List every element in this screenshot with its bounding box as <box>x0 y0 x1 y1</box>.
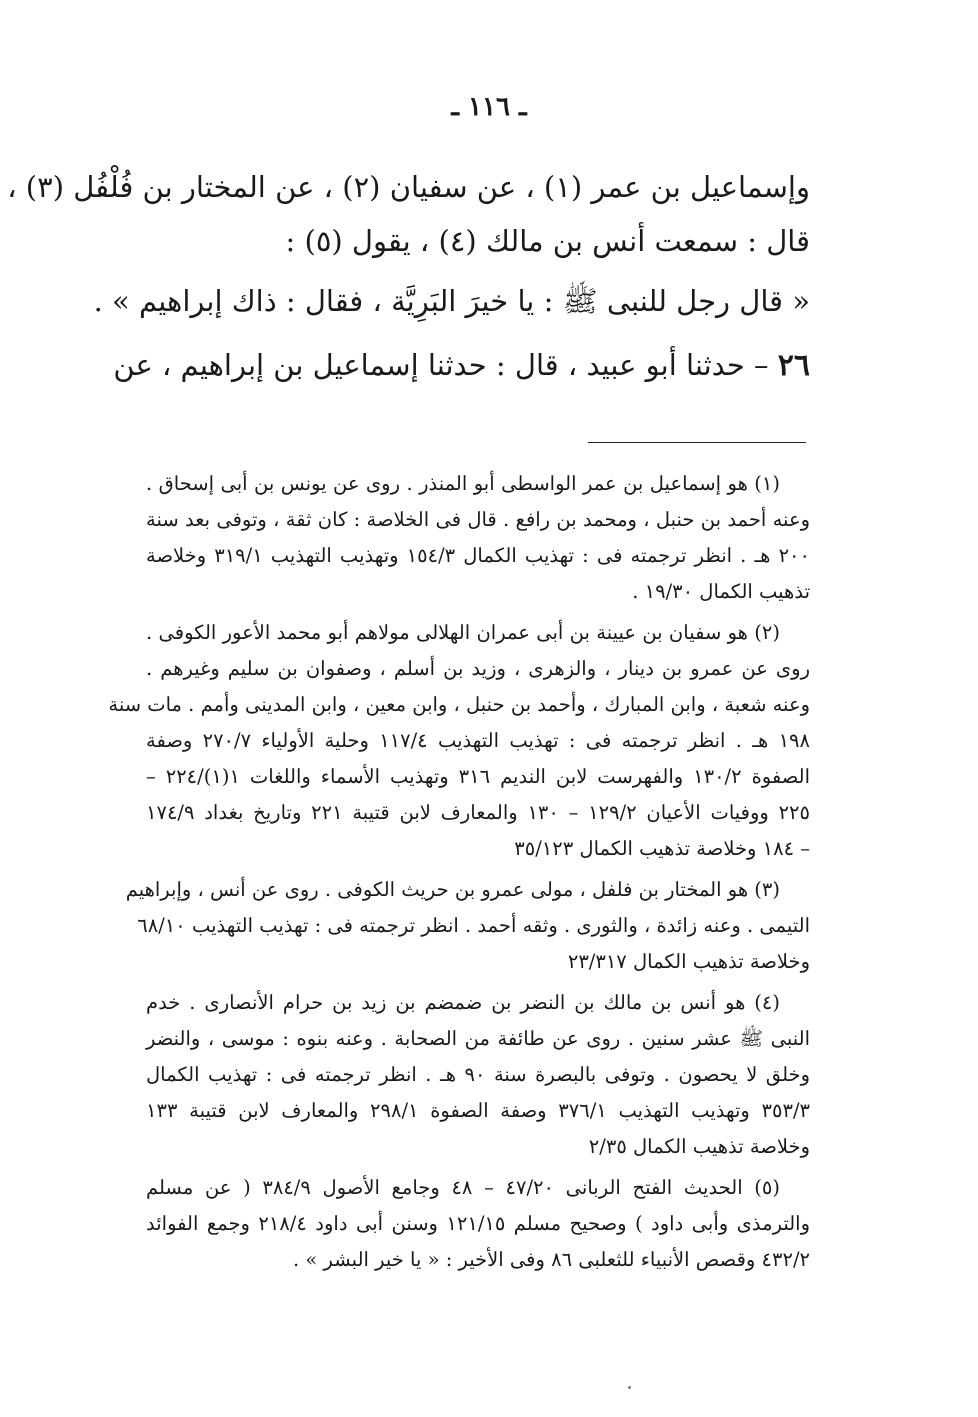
footnote-line: تذهيب الكمال ١٩/٣٠ . <box>632 580 810 603</box>
main-text-line: « قال رجل للنبى ﷺ : يا خيرَ البَرِيَّة ، فقال : ذاك إبراهيم » . <box>93 284 810 318</box>
footnote-line: ٢٠٠ هـ . انظر ترجمته فى : تهذيب الكمال ١٥٤/٣ وتهذيب التهذيب ٣١٩/١ وخلاصة <box>146 544 810 567</box>
footnote-line: (٢) هو سفيان بن عيينة بن أبى عمران الهلالى مولاهم أبو محمد الأعور الكوفى . <box>146 621 780 644</box>
footnote-1 <box>146 466 810 610</box>
footnote-line: ٢٢٥ ووفيات الأعيان ١٢٩/٢ – ١٣٠ والمعارف لابن قتيبة ٢٢١ وتاريخ بغداد ١٧٤/٩ <box>146 801 810 824</box>
hadith-number: ٢٦ <box>777 348 810 383</box>
hadith-text: حدثنا أبو عبيد ، قال : حدثنا إسماعيل بن إبراهيم ، عن <box>113 348 745 382</box>
footnote-line: (٤) هو أنس بن مالك بن النضر بن ضمضم بن زيد بن حرام الأنصارى . خدم <box>146 991 780 1014</box>
footnote-line: وعنه أحمد بن حنبل ، ومحمد بن رافع . قال فى الخلاصة : كان ثقة ، وتوفى بعد سنة <box>146 508 810 531</box>
main-text-line: قال : سمعت أنس بن مالك (٤) ، يقول (٥) : <box>285 224 810 258</box>
main-text-line: وإسماعيل بن عمر (١) ، عن سفيان (٢) ، عن المختار بن فُلْفُل (٣) ، <box>7 170 810 204</box>
hadith-dash: – <box>754 348 769 382</box>
footnote-5 <box>146 1170 810 1278</box>
footnote-4 <box>146 985 810 1165</box>
hadith-line <box>113 334 810 396</box>
footnote-3 <box>125 872 810 980</box>
footnote-line: وخلاصة تذهيب الكمال ٢/٣٥ <box>588 1135 810 1158</box>
page-number: ـ ١١٦ ـ <box>451 92 527 122</box>
footnote-line: وعنه شعبة ، وابن المبارك ، وأحمد بن حنبل ، وابن معين ، وابن المدينى وأمم . مات سنة <box>108 693 810 716</box>
footnotes <box>108 466 811 1278</box>
footnote-line: (١) هو إسماعيل بن عمر الواسطى أبو المنذر . روى عن يونس بن أبى إسحاق . <box>146 472 780 495</box>
footnote-line: (٥) الحديث الفتح الربانى ٤٧/٢٠ – ٤٨ وجامع الأصول ٣٨٤/٩ ( عن مسلم <box>146 1176 780 1199</box>
footnote-line: وخلاصة تذهيب الكمال ٢٣/٣١٧ <box>567 950 810 973</box>
scan-speck <box>628 1386 631 1389</box>
footnote-line: الصفوة ١٣٠/٢ والفهرست لابن النديم ٣١٦ وتهذيب الأسماء واللغات ١(١)/٢٢٤ – <box>146 765 811 788</box>
footnote-line: ١٩٨ هـ . انظر ترجمته فى : تهذيب التهذيب ١١٧/٤ وحلية الأولياء ٢٧٠/٧ وصفة <box>146 729 810 752</box>
footnote-line: النبى ﷺ عشر سنين . روى عن طائفة من الصحابة . وعنه بنوه : موسى ، والنضر <box>146 1027 810 1050</box>
footnote-line: (٣) هو المختار بن فلفل ، مولى عمرو بن حريث الكوفى . روى عن أنس ، وإبراهيم <box>125 878 780 901</box>
footnote-line: والترمذى وأبى داود ) وصحيح مسلم ١٢١/١٥ وسنن أبى داود ٢١٨/٤ وجمع الفوائد <box>146 1212 810 1235</box>
footnote-divider <box>588 442 806 443</box>
footnote-line: ٣٥٣/٣ وتهذيب التهذيب ٣٧٦/١ وصفة الصفوة ٢٩٨/١ والمعارف لابن قتيبة ١٣٣ <box>146 1099 810 1122</box>
footnote-line: روى عن عمرو بن دينار ، والزهرى ، وزيد بن أسلم ، وصفوان بن سليم وغيرهم . <box>146 657 810 680</box>
main-text <box>7 158 810 396</box>
footnote-line: وخلق لا يحصون . وتوفى بالبصرة سنة ٩٠ هـ . انظر ترجمته فى : تهذيب الكمال <box>146 1063 810 1086</box>
footnote-line: ٤٣٢/٢ وقصص الأنبياء للثعلبى ٨٦ وفى الأخير : « يا خير البشر » . <box>293 1248 810 1271</box>
footnote-line: التيمى . وعنه زائدة ، والثورى . وثقه أحمد . انظر ترجمته فى : تهذيب التهذيب ٦٨/١٠ <box>137 914 810 937</box>
footnote-line: – ١٨٤ وخلاصة تذهيب الكمال ٣٥/١٢٣ <box>514 837 810 860</box>
footnote-2 <box>108 615 811 867</box>
